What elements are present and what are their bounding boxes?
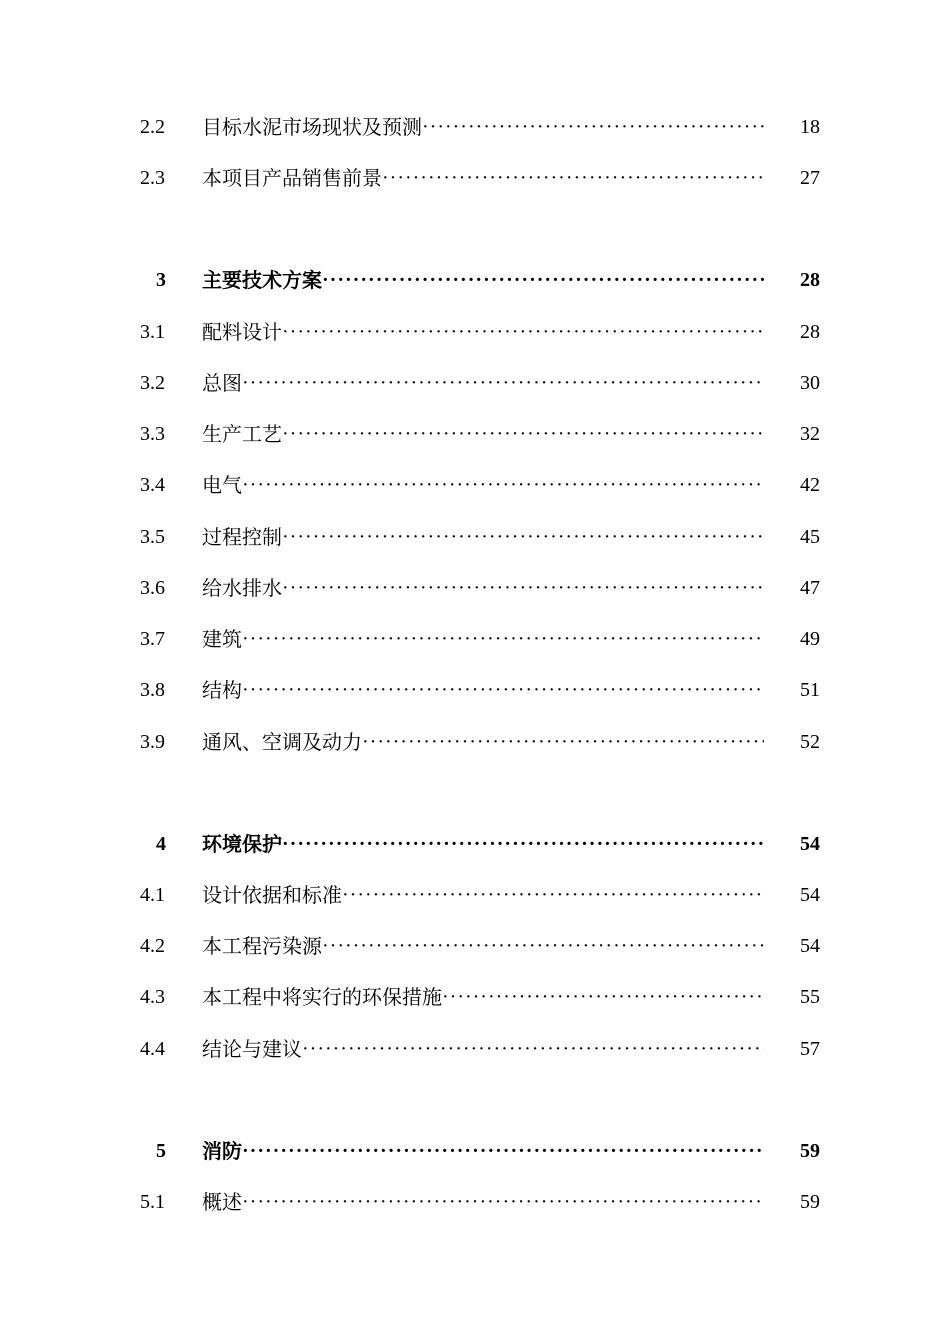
toc-title: 通风、空调及动力 (202, 730, 362, 754)
toc-page-number: 49 (800, 628, 820, 650)
toc-title: 结论与建议 (202, 1037, 302, 1061)
toc-page-number: 30 (800, 372, 820, 394)
toc-page-number: 32 (800, 423, 820, 445)
toc-dot-leader (242, 366, 764, 400)
toc-number: 3.7 (140, 628, 165, 650)
toc-number: 4.2 (140, 935, 165, 957)
toc-title: 环境保护 (202, 832, 282, 856)
toc-dot-leader (282, 827, 764, 861)
toc-dot-leader (382, 161, 764, 195)
toc-dot-leader (242, 673, 764, 707)
toc-title: 总图 (202, 371, 242, 395)
toc-number: 2.3 (140, 167, 165, 189)
toc-page-number: 57 (800, 1038, 820, 1060)
toc-entry-4-3[interactable] (140, 980, 820, 1014)
toc-number: 3.1 (140, 321, 165, 343)
toc-entry-4-4[interactable] (140, 1032, 820, 1066)
toc-entry-2-2[interactable] (140, 110, 820, 144)
toc-dot-leader (242, 1134, 764, 1168)
toc-entry-3-9[interactable] (140, 725, 820, 759)
toc-dot-leader (242, 1185, 764, 1219)
toc-dot-leader (282, 520, 764, 554)
toc-title: 建筑 (202, 627, 242, 651)
toc-title: 本工程污染源 (202, 934, 322, 958)
toc-page-number: 52 (800, 731, 820, 753)
toc-number: 3 (156, 269, 166, 291)
toc-entry-3-8[interactable] (140, 673, 820, 707)
toc-chapter-3[interactable] (140, 263, 820, 297)
toc-dot-leader (322, 929, 764, 963)
toc-entry-3-2[interactable] (140, 366, 820, 400)
toc-title: 本项目产品销售前景 (202, 166, 382, 190)
toc-number: 5 (156, 1140, 166, 1162)
toc-entry-5-1[interactable] (140, 1185, 820, 1219)
toc-dot-leader (242, 468, 764, 502)
toc-title: 主要技术方案 (202, 268, 322, 292)
toc-entry-3-5[interactable] (140, 520, 820, 554)
toc-entry-4-2[interactable] (140, 929, 820, 963)
toc-title: 配料设计 (202, 320, 282, 344)
toc-entry-3-6[interactable] (140, 571, 820, 605)
toc-number: 4.3 (140, 986, 165, 1008)
toc-dot-leader (242, 622, 764, 656)
toc-chapter-4[interactable] (140, 827, 820, 861)
toc-entry-3-4[interactable] (140, 468, 820, 502)
toc-chapter-5[interactable] (140, 1134, 820, 1168)
toc-number: 4.4 (140, 1038, 165, 1060)
toc-page-number: 42 (800, 474, 820, 496)
toc-number: 3.8 (140, 679, 165, 701)
toc-title: 过程控制 (202, 525, 282, 549)
toc-entry-4-1[interactable] (140, 878, 820, 912)
toc-page-number: 51 (800, 679, 820, 701)
toc-page-number: 28 (800, 269, 820, 291)
toc-number: 3.4 (140, 474, 165, 496)
toc-number: 3.5 (140, 526, 165, 548)
toc-number: 4 (156, 833, 166, 855)
toc-entry-3-7[interactable] (140, 622, 820, 656)
toc-dot-leader (282, 315, 764, 349)
toc-dot-leader (362, 725, 764, 759)
toc-page-number: 18 (800, 116, 820, 138)
toc-dot-leader (422, 110, 764, 144)
toc-page-number: 55 (800, 986, 820, 1008)
toc-title: 电气 (202, 473, 242, 497)
toc-title: 给水排水 (202, 576, 282, 600)
toc-entry-3-3[interactable] (140, 417, 820, 451)
toc-entry-2-3[interactable] (140, 161, 820, 195)
toc-page-number: 54 (800, 935, 820, 957)
toc-dot-leader (302, 1032, 764, 1066)
toc-dot-leader (282, 417, 764, 451)
toc-page-number: 45 (800, 526, 820, 548)
toc-title: 目标水泥市场现状及预测 (202, 115, 422, 139)
toc-page-number: 54 (800, 884, 820, 906)
toc-page-number: 28 (800, 321, 820, 343)
toc-number: 3.9 (140, 731, 165, 753)
toc-number: 3.3 (140, 423, 165, 445)
toc-dot-leader (342, 878, 764, 912)
toc-dot-leader (442, 980, 764, 1014)
toc-entry-3-1[interactable] (140, 315, 820, 349)
toc-number: 2.2 (140, 116, 165, 138)
toc-number: 3.2 (140, 372, 165, 394)
toc-page-number: 47 (800, 577, 820, 599)
toc-title: 设计依据和标准 (202, 883, 342, 907)
toc-page-number: 59 (800, 1191, 820, 1213)
toc-page-number: 54 (800, 833, 820, 855)
toc-title: 结构 (202, 678, 242, 702)
toc-title: 生产工艺 (202, 422, 282, 446)
toc-dot-leader (282, 571, 764, 605)
toc-title: 消防 (202, 1139, 242, 1163)
toc-page-number: 59 (800, 1140, 820, 1162)
toc-title: 本工程中将实行的环保措施 (202, 985, 442, 1009)
toc-number: 5.1 (140, 1191, 165, 1213)
toc-title: 概述 (202, 1190, 242, 1214)
toc-number: 4.1 (140, 884, 165, 906)
toc-dot-leader (322, 263, 764, 297)
toc-page-number: 27 (800, 167, 820, 189)
toc-number: 3.6 (140, 577, 165, 599)
